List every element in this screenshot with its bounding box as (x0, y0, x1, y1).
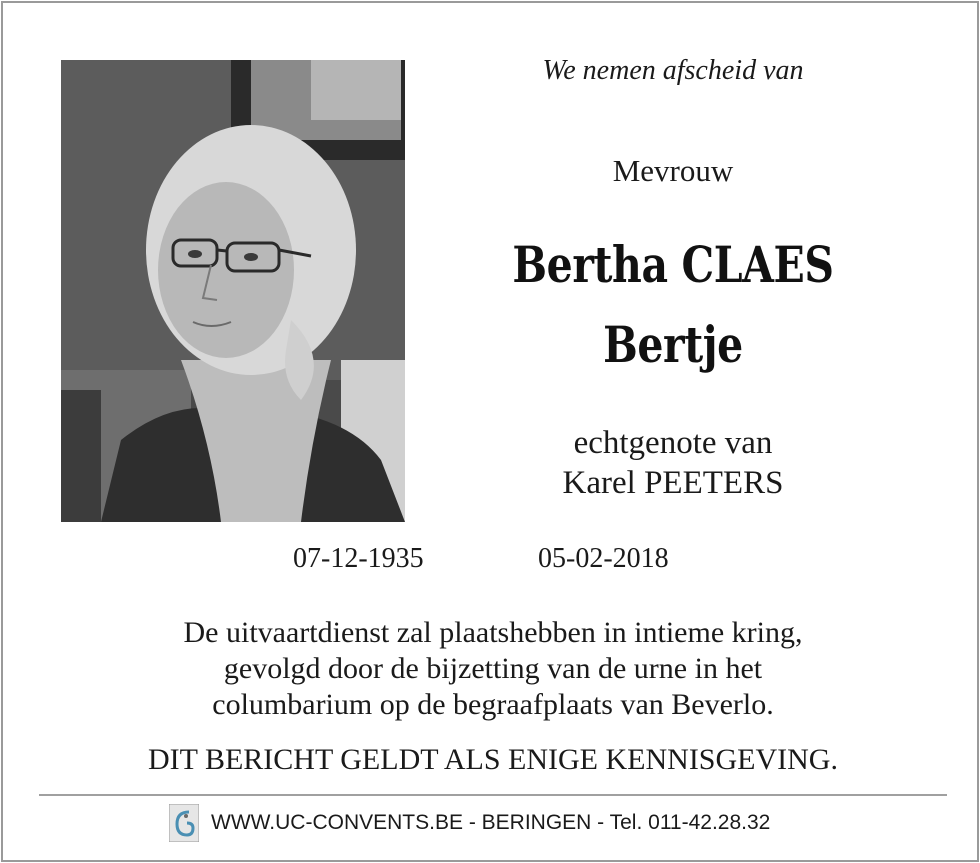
ceremony-details (63, 615, 923, 723)
portrait-image (61, 60, 405, 522)
footer (169, 803, 770, 843)
portrait-photo (61, 60, 405, 522)
ceremony-line: De uitvaartdienst zal plaatshebben in intieme kring, (183, 616, 803, 649)
footer-divider (39, 794, 947, 796)
obituary-card (1, 1, 979, 862)
funeral-home-logo-icon (169, 804, 199, 842)
footer-contact: WWW.UC-CONVENTS.BE - BERINGEN - Tel. 011-42.28.32 (211, 811, 771, 834)
intro-text: We nemen afscheid van (542, 55, 804, 86)
death-date: 05-02-2018 (538, 543, 669, 574)
ceremony-line: gevolgd door de bijzetting van de urne in het (223, 652, 763, 685)
spouse-label: echtgenote van (573, 425, 773, 461)
deceased-name: Bertha CLAES (512, 235, 834, 294)
birth-date: 07-12-1935 (293, 543, 424, 574)
deceased-nickname: Bertje (603, 315, 743, 374)
spouse-name: Karel PEETERS (562, 465, 784, 501)
salutation: Mevrouw (612, 153, 734, 188)
notice-text: DIT BERICHT GELDT ALS ENIGE KENNISGEVING. (148, 743, 838, 776)
ceremony-line: columbarium op de begraafplaats van Beverlo. (212, 688, 774, 721)
